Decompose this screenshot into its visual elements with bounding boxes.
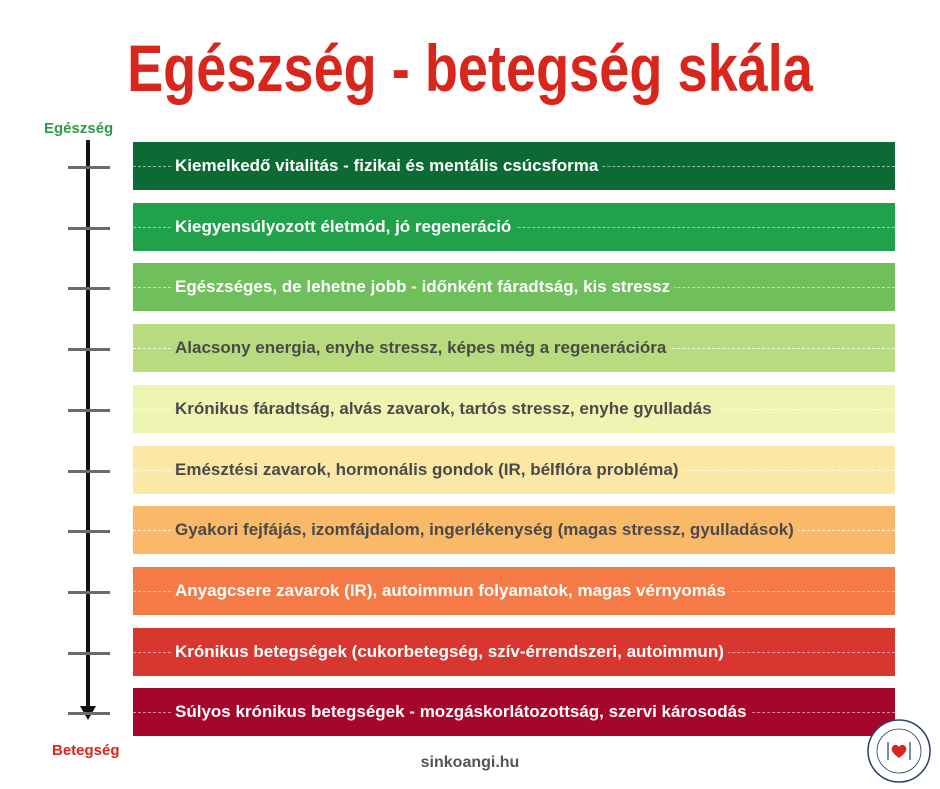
scale-tick — [68, 712, 110, 715]
level-band — [133, 688, 895, 736]
scale-tick — [68, 227, 110, 230]
level-band — [133, 506, 895, 554]
level-band — [133, 446, 895, 494]
level-text: Anyagcsere zavarok (IR), autoimmun folyamatok, magas vérnyomás — [171, 581, 730, 601]
level-band — [133, 324, 895, 372]
scale-tick — [68, 166, 110, 169]
level-text: Kiemelkedő vitalitás - fizikai és mentális csúcsforma — [171, 156, 602, 176]
level-band — [133, 567, 895, 615]
level-text: Gyakori fejfájás, izomfájdalom, ingerlékenység (magas stressz, gyulladások) — [171, 520, 798, 540]
health-label: Egészség — [44, 120, 114, 137]
scale-tick — [68, 409, 110, 412]
page-title: Egészség - betegség skála — [127, 31, 813, 105]
level-text: Krónikus betegségek (cukorbetegség, szív-érrendszeri, autoimmun) — [171, 642, 728, 662]
scale-tick — [68, 470, 110, 473]
scale-tick — [68, 652, 110, 655]
scale-axis — [86, 140, 90, 710]
level-text: Krónikus fáradtság, alvás zavarok, tartós stressz, enyhe gyulladás — [171, 399, 716, 419]
level-text: Kiegyensúlyozott életmód, jó regeneráció — [171, 217, 515, 237]
level-band — [133, 142, 895, 190]
footer-url: sinkoangi.hu — [420, 754, 520, 771]
level-band — [133, 263, 895, 311]
scale-tick — [68, 287, 110, 290]
seal-logo-icon — [866, 718, 932, 784]
level-text: Emésztési zavarok, hormonális gondok (IR, bélflóra probléma) — [171, 460, 683, 480]
scale-tick — [68, 348, 110, 351]
level-text: Súlyos krónikus betegségek - mozgáskorlátozottság, szervi károsodás — [171, 702, 751, 722]
level-text: Egészséges, de lehetne jobb - időnként fáradtság, kis stressz — [171, 277, 674, 297]
level-text: Alacsony energia, enyhe stressz, képes még a regenerációra — [171, 338, 670, 358]
level-band — [133, 628, 895, 676]
illness-label: Betegség — [52, 742, 120, 759]
scale-tick — [68, 591, 110, 594]
level-band — [133, 385, 895, 433]
scale-tick — [68, 530, 110, 533]
level-band — [133, 203, 895, 251]
